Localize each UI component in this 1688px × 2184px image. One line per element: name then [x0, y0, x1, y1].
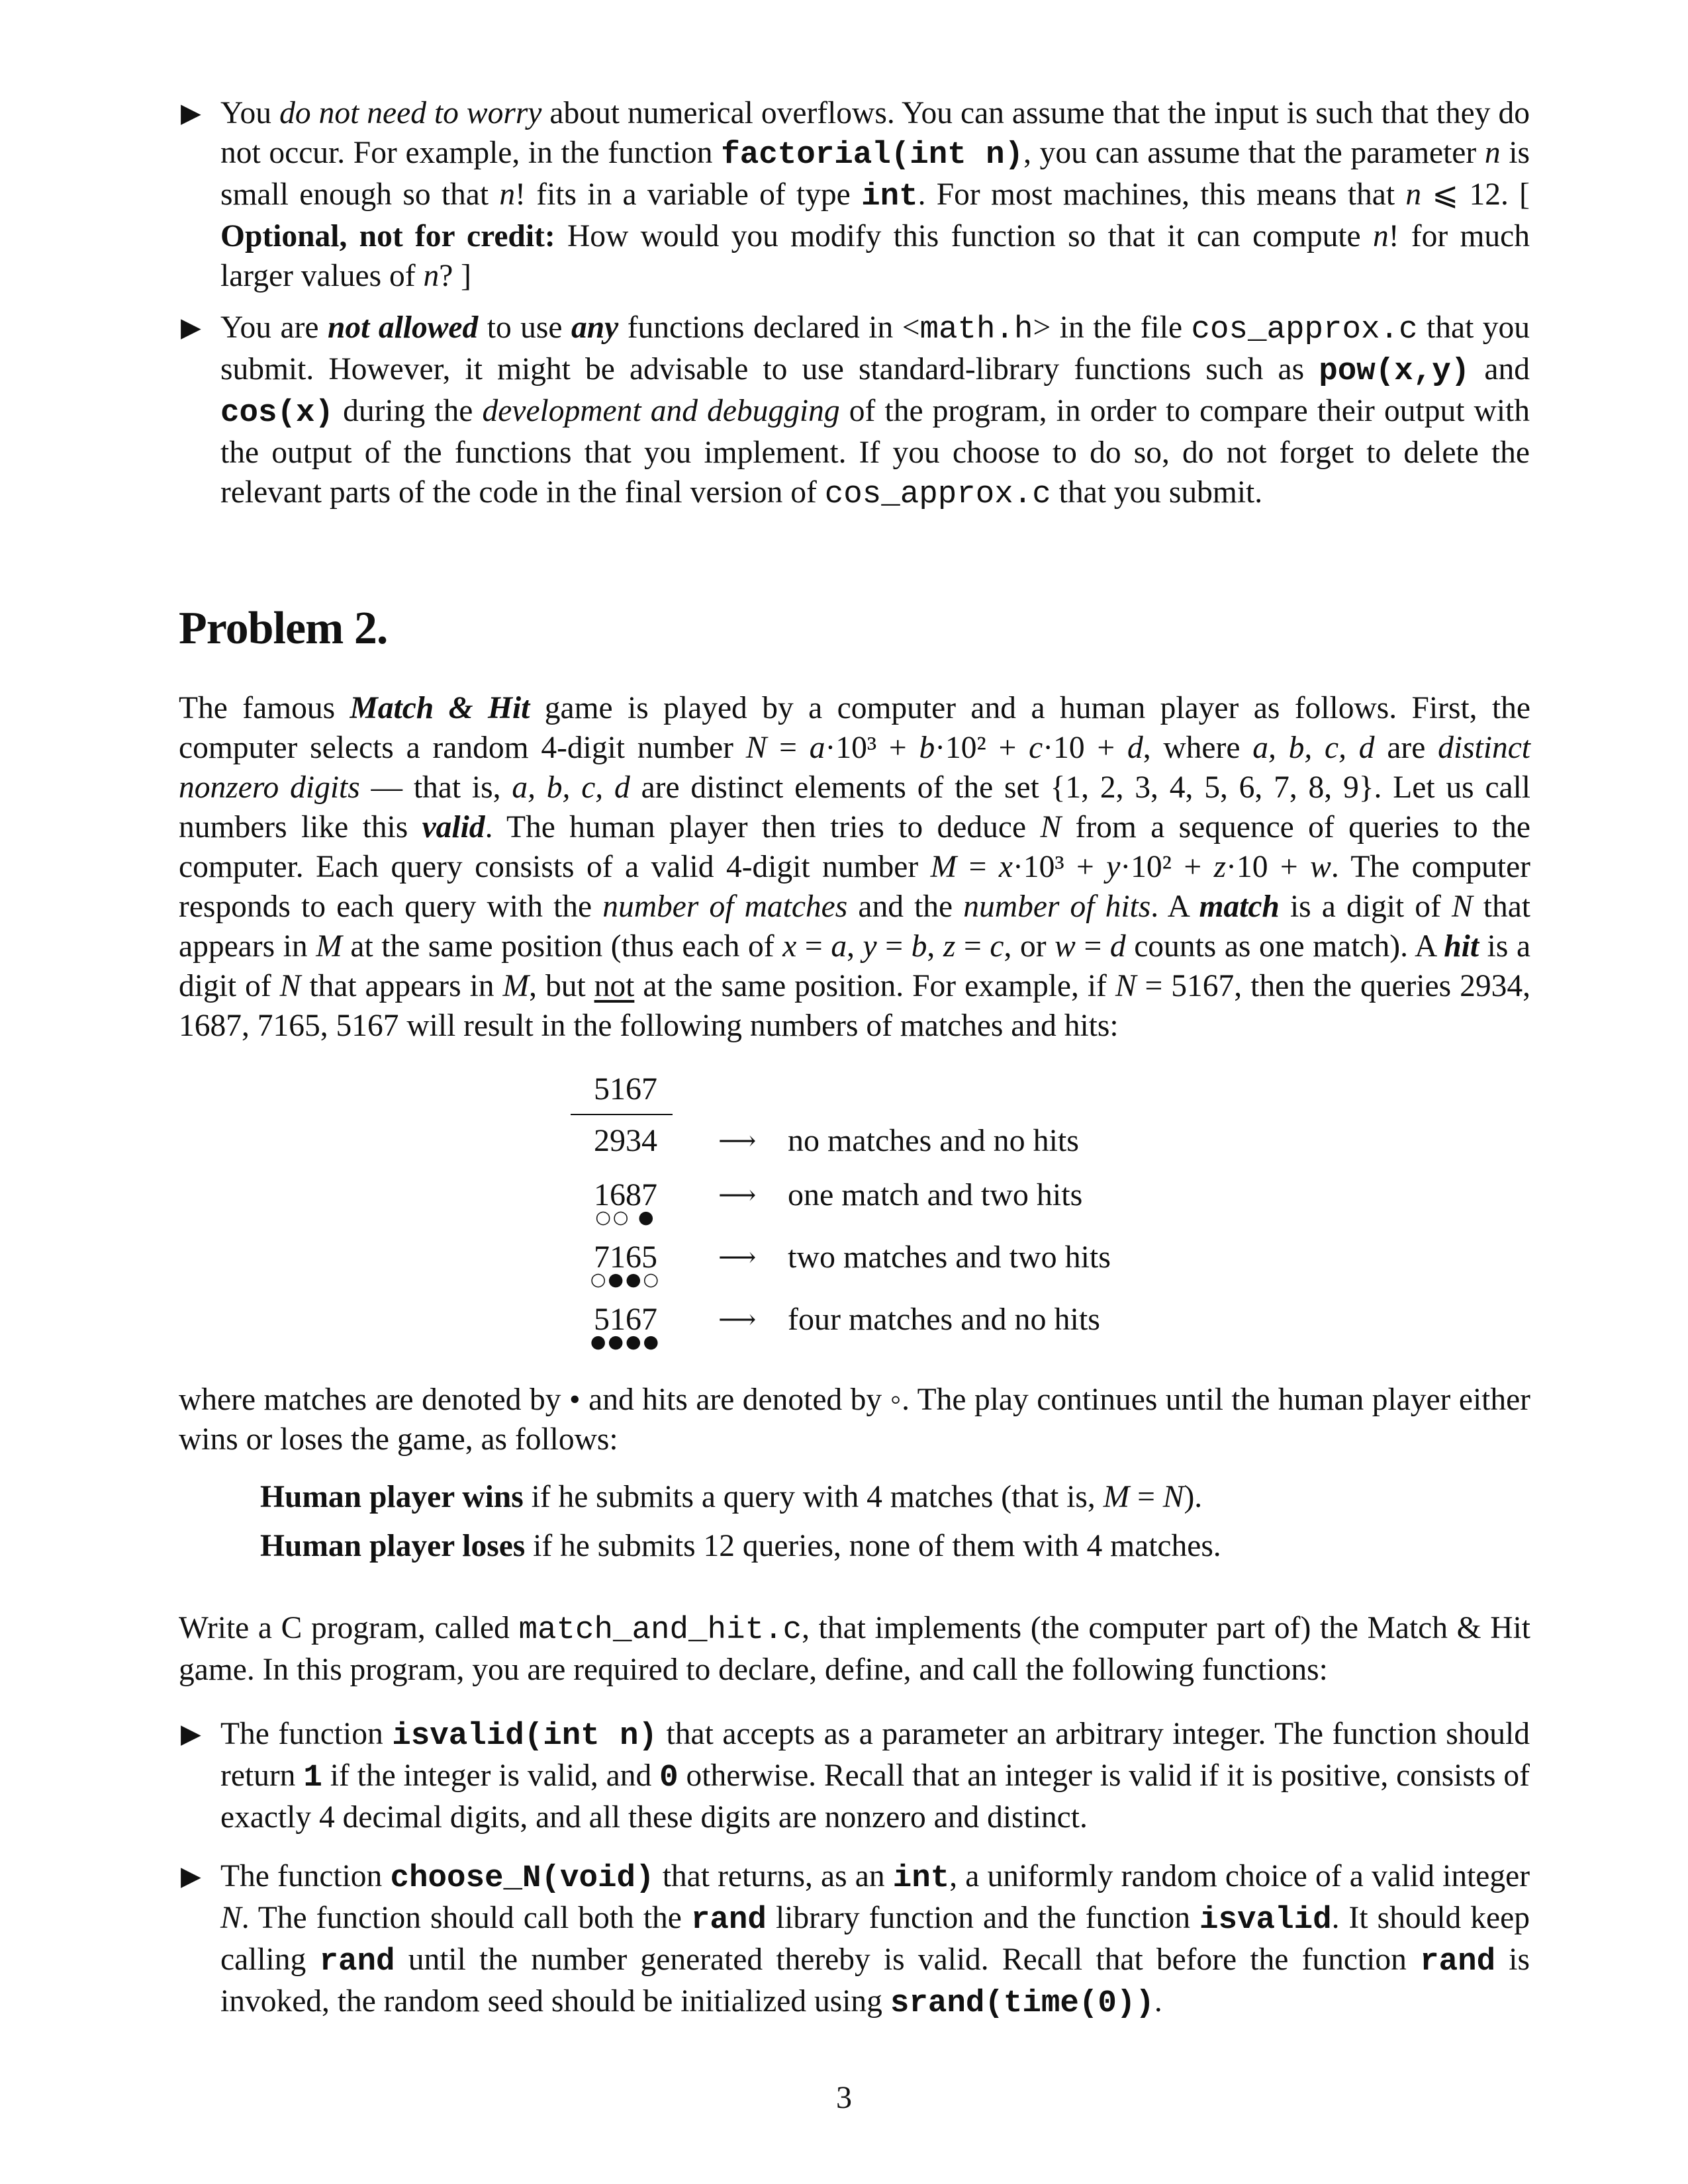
bullet-marker-icon: ▶	[181, 1861, 201, 1891]
text-run: that appears in	[179, 889, 1530, 964]
text-run: z	[1213, 850, 1227, 884]
text-run: a, b, c, d	[512, 770, 630, 805]
text-run: N	[1162, 1480, 1184, 1514]
page-number: 3	[836, 2080, 852, 2115]
text-run: c	[990, 929, 1004, 964]
text-run: You	[220, 96, 280, 130]
query-number: 7165	[594, 1240, 657, 1275]
text-run: library function and the function	[766, 1901, 1200, 1935]
problem-title: Problem 2.	[179, 603, 388, 654]
text-run: ·10 +	[1043, 731, 1127, 765]
text-run: . It should keep calling	[220, 1901, 1530, 1977]
text-run: match_and_hit.c	[518, 1612, 802, 1648]
text-run: counts as one match). A	[1125, 929, 1444, 964]
text-run: that you submit. However, it might be advisable to use standard-library functions such as	[220, 310, 1530, 387]
text-run: rand	[1420, 1944, 1496, 1979]
text-run: srand(time(0))	[890, 1985, 1154, 2021]
text-run: until the number generated thereby is valid. Recall that before the function	[395, 1942, 1421, 1977]
text-run: . The human player then tries to deduce	[485, 810, 1041, 844]
text-run: number of matches	[602, 889, 848, 924]
bullet-math-h-restriction	[181, 308, 1530, 514]
text-run: n	[1405, 177, 1422, 212]
text-run: cos(x)	[220, 395, 334, 431]
text-run: . For most machines, this means that	[917, 177, 1406, 212]
text-run: a	[809, 731, 825, 765]
text-run: that returns, as an	[654, 1859, 893, 1893]
text-run: ⩽ 12. [	[1421, 177, 1530, 212]
text-run: ·10³ +	[1013, 850, 1107, 884]
text-run: cos_approx.c	[824, 477, 1051, 512]
text-run: do not need to worry	[279, 96, 542, 130]
text-run: development and debugging	[482, 394, 840, 428]
text-run: rand	[319, 1944, 395, 1979]
text-run: d	[1109, 929, 1126, 964]
text-run: . The function should call both the	[241, 1901, 691, 1935]
query-number: 5167	[594, 1302, 657, 1337]
text-run: where matches are denoted by • and hits are denoted by ◦. The play continues until the human player either wins or loses the game, as follows:	[179, 1383, 1530, 1457]
text-run: How would you modify this function so that it can compute	[555, 219, 1373, 253]
text-run: n	[1372, 219, 1389, 253]
text-run: N	[220, 1901, 242, 1935]
text-run: d	[1127, 731, 1143, 765]
text-run: N	[745, 731, 767, 765]
text-run: — that is,	[359, 770, 512, 805]
text-run: =	[1129, 1480, 1163, 1514]
text-run: valid	[422, 810, 485, 844]
text-run: if he submits 12 queries, none of them with 4 matches.	[525, 1529, 1221, 1563]
notation-paragraph	[179, 1380, 1530, 1459]
text-run: a	[831, 929, 847, 964]
text-run: match	[1199, 889, 1280, 924]
bullet-text	[220, 1856, 1530, 2023]
arrow-icon: ⟶	[718, 1180, 757, 1210]
text-run: about numerical overflows. You can assume that the input is such that they do not occur. For example, in the function	[220, 96, 1530, 170]
text-run: int	[892, 1860, 950, 1896]
text-run: number of hits	[963, 889, 1151, 924]
text-run: Optional, not for credit:	[220, 219, 555, 253]
text-run: during the	[334, 394, 483, 428]
text-run: math.h	[919, 312, 1033, 347]
text-run: y	[863, 929, 877, 964]
text-run: 1	[303, 1760, 322, 1796]
text-run: M	[316, 929, 342, 964]
bullet-isvalid-function	[181, 1714, 1530, 1837]
text-run: ·10² +	[935, 731, 1029, 765]
text-run: of the program, in order to compare their output with the output of the functions that you implement. If you choose to do so, do not forget to delete the relevant parts of the code in the final version of	[220, 394, 1530, 510]
query-result: no matches and no hits	[788, 1123, 1079, 1158]
text-run: Match & Hit	[350, 691, 530, 725]
text-run: a, b, c, d	[1252, 731, 1375, 765]
text-run: isvalid(int n)	[392, 1718, 657, 1754]
text-run: M	[1103, 1480, 1130, 1514]
text-run: = 5167, then the queries 2934, 1687, 7165, 5167 will result in the following numbers of matches and hits:	[179, 969, 1530, 1043]
text-run: n	[1484, 136, 1501, 170]
text-run: otherwise. Recall that an integer is valid if it is positive, consists of exactly 4 decimal digits, and all these digits are nonzero and distinct.	[220, 1758, 1530, 1835]
text-run: x	[782, 929, 797, 964]
text-run: 0	[659, 1760, 679, 1796]
query-number: 1687	[594, 1177, 657, 1212]
text-run: and the	[847, 889, 964, 924]
text-run: You are	[220, 310, 328, 345]
bullet-numerical-overflow	[181, 93, 1530, 296]
text-run: , a uniformly random choice of a valid integer	[949, 1859, 1530, 1893]
text-run: distinct nonzero digits	[179, 731, 1530, 805]
text-run: N	[279, 969, 301, 1003]
text-run: ).	[1184, 1480, 1203, 1514]
match-hit-dots: ○○ ●	[595, 1207, 656, 1228]
text-run: The function	[220, 1859, 391, 1893]
bullet-marker-icon: ▶	[181, 1719, 201, 1749]
text-run: =	[957, 850, 999, 884]
table-rule	[571, 1114, 673, 1115]
bullet-choose-n-function	[181, 1856, 1530, 2023]
bullet-text	[220, 308, 1530, 514]
text-run: ·10 +	[1226, 850, 1311, 884]
text-run: ? ]	[439, 259, 471, 293]
text-run: hit	[1444, 929, 1479, 964]
text-run: =	[767, 731, 810, 765]
text-run: not	[594, 969, 635, 1003]
arrow-icon: ⟶	[718, 1242, 757, 1272]
notation-text	[179, 1380, 1530, 1459]
assignment-text	[179, 1608, 1530, 1690]
text-run: is invoked, the random seed should be initialized using	[220, 1942, 1530, 2019]
text-run: The famous	[179, 691, 350, 725]
query-number: 2934	[594, 1123, 657, 1158]
query-result: four matches and no hits	[788, 1302, 1100, 1337]
text-run: .	[1154, 1984, 1162, 2019]
text-run: b	[919, 731, 935, 765]
arrow-icon: ⟶	[718, 1126, 757, 1156]
text-run: that accepts as a parameter an arbitrary integer. The function should return	[220, 1717, 1530, 1793]
text-run: ! fits in a variable of type	[515, 177, 862, 212]
text-run: choose_N(void)	[390, 1860, 655, 1896]
text-run: b	[911, 929, 927, 964]
text-run: . A	[1150, 889, 1199, 924]
text-run: M	[930, 850, 957, 884]
text-run: M	[502, 969, 530, 1003]
text-run: ,	[847, 929, 863, 964]
rule-text	[260, 1526, 1518, 1566]
text-run: factorial(int n)	[721, 137, 1024, 173]
text-run: is a digit of	[179, 929, 1531, 1003]
text-run: =	[1075, 929, 1110, 964]
text-run: is a digit of	[1279, 889, 1452, 924]
bullet-text	[220, 1714, 1530, 1837]
text-run: isvalid	[1199, 1902, 1332, 1938]
arrow-icon: ⟶	[718, 1304, 757, 1334]
text-run: y	[1106, 850, 1121, 884]
text-run: int	[861, 179, 918, 214]
text-run: game is played by a computer and a human player as follows. First, the computer selects a random 4-digit number	[179, 691, 1530, 765]
text-run: and	[1470, 352, 1530, 387]
problem-intro-paragraph	[179, 688, 1530, 1046]
text-run: ·10³ +	[825, 731, 919, 765]
text-run: cos_approx.c	[1191, 312, 1418, 347]
text-run: , or	[1004, 929, 1055, 964]
bullet-marker-icon: ▶	[181, 312, 201, 342]
text-run: , where	[1143, 731, 1253, 765]
bullet-marker-icon: ▶	[181, 98, 201, 128]
rule-human-wins	[260, 1477, 1518, 1517]
text-run: are distinct elements of the set {1, 2, 3, 4, 5, 6, 7, 8, 9}. Let us call numbers like this	[179, 770, 1530, 844]
text-run: if the integer is valid, and	[322, 1758, 660, 1793]
text-run: N	[1040, 810, 1062, 844]
text-run: z	[943, 929, 956, 964]
text-run: =	[955, 929, 990, 964]
text-run: to use	[478, 310, 571, 345]
text-run: at the same position. For example, if	[634, 969, 1115, 1003]
text-run: , you can assume that the parameter	[1023, 136, 1485, 170]
secret-number: 5167	[594, 1071, 657, 1107]
text-run: functions declared in <	[618, 310, 920, 345]
text-run: ,	[927, 929, 943, 964]
text-run: ·10² +	[1120, 850, 1214, 884]
text-run: w	[1055, 929, 1076, 964]
text-run: that you submit.	[1051, 475, 1263, 510]
text-run: rand	[690, 1902, 767, 1938]
query-result: two matches and two hits	[788, 1240, 1111, 1275]
text-run: , that implements (the computer part of) the Match & Hit game. In this program, you are required to declare, define, and call the following functions:	[179, 1611, 1530, 1687]
text-run: c	[1029, 731, 1043, 765]
text-run: pow(x,y)	[1319, 353, 1470, 389]
text-run: is small enough so that	[220, 136, 1530, 212]
text-run: if he submits a query with 4 matches (that is,	[523, 1480, 1103, 1514]
text-run: Human player wins	[260, 1480, 524, 1514]
text-run: , but	[529, 969, 594, 1003]
text-run: The function	[220, 1717, 393, 1751]
text-run: =	[876, 929, 912, 964]
text-run: w	[1310, 850, 1331, 884]
rule-text	[260, 1477, 1518, 1517]
text-run: Write a C program, called	[179, 1611, 519, 1645]
text-run: ! for much larger values of	[220, 219, 1530, 293]
text-run: are	[1374, 731, 1438, 765]
match-hit-dots: ○●●○	[590, 1269, 661, 1290]
assignment-paragraph	[179, 1608, 1530, 1690]
rule-human-loses	[260, 1526, 1518, 1566]
text-run: N	[1451, 889, 1473, 924]
match-hit-dots: ●●●●	[590, 1332, 661, 1352]
text-run: not allowed	[328, 310, 479, 345]
text-run: any	[571, 310, 619, 345]
text-run: Human player loses	[260, 1529, 526, 1563]
query-result: one match and two hits	[788, 1177, 1083, 1212]
text-run: =	[796, 929, 831, 964]
text-run: > in the file	[1033, 310, 1192, 345]
text-run: from a sequence of queries to the computer. Each query consists of a valid 4-digit number	[179, 810, 1530, 884]
text-run: at the same position (thus each of	[342, 929, 783, 964]
text-run: N	[1115, 969, 1137, 1003]
bullet-text	[220, 93, 1530, 296]
text-run: n	[423, 259, 440, 293]
intro-text	[179, 688, 1530, 1046]
text-run: n	[499, 177, 516, 212]
text-run: . The computer responds to each query with the	[179, 850, 1530, 924]
text-run: that appears in	[301, 969, 503, 1003]
text-run: x	[998, 850, 1013, 884]
